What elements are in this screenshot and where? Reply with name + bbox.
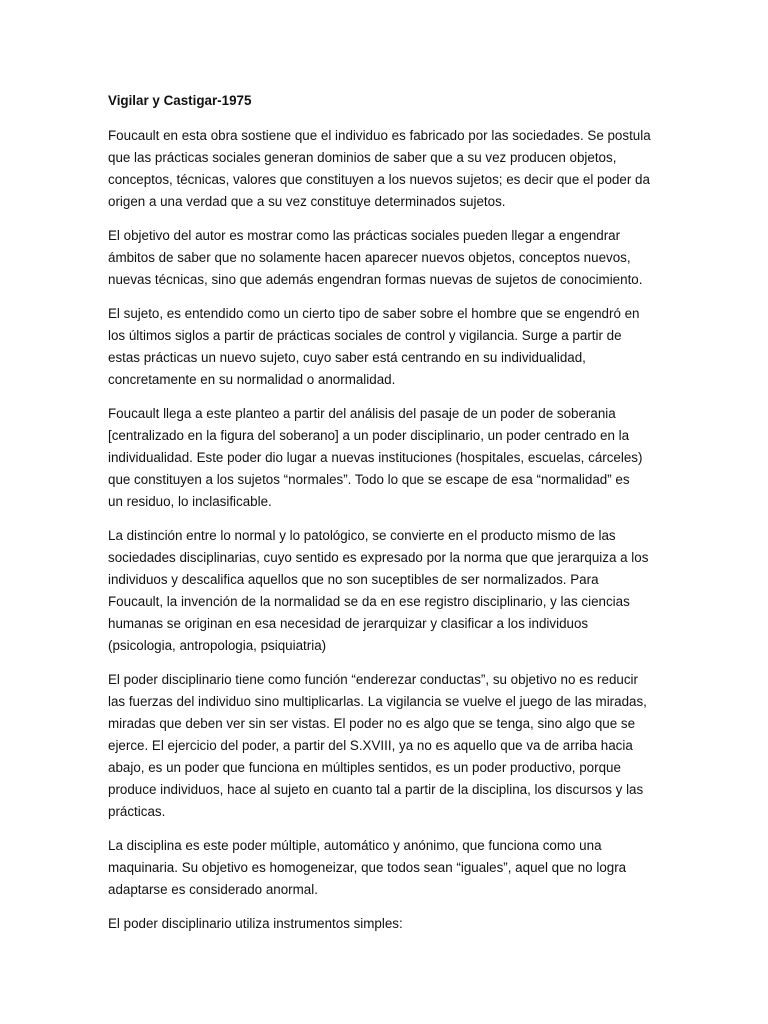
text-line: prácticas.: [108, 804, 166, 819]
text-line: un residuo, lo inclasificable.: [108, 494, 272, 509]
text-line: conceptos, técnicas, valores que constituyen a los nuevos sujetos; es decir que el poder da: [108, 172, 650, 187]
text-line: que constituyen a los sujetos “normales”. Todo lo que se escape de esa “normalidad” es: [108, 472, 630, 487]
paragraph-2: [108, 225, 668, 291]
text-line: adaptarse es considerado anormal.: [108, 882, 318, 897]
text-line: estas prácticas un nuevo sujeto, cuyo saber está centrando en su individualidad,: [108, 350, 586, 365]
text-line: miradas que deben ver sin ser vistas. El poder no es algo que se tenga, sino algo que se: [108, 716, 636, 731]
text-line: Foucault llega a este planteo a partir del análisis del pasaje de un poder de soberania: [108, 406, 616, 421]
paragraph-7: [108, 835, 668, 901]
text-line: que las prácticas sociales generan dominios de saber que a su vez producen objetos,: [108, 150, 617, 165]
text-line: ejerce. El ejercicio del poder, a partir del S.XVIII, ya no es aquello que va de arriba hacia: [108, 738, 633, 753]
text-line: origen a una verdad que a su vez constituye determinados sujetos.: [108, 194, 506, 209]
paragraph-8: [108, 913, 668, 935]
text-line: [centralizado en la figura del soberano] a un poder disciplinario, un poder centrado en la: [108, 428, 630, 443]
text-line: El poder disciplinario tiene como función “enderezar conductas”, su objetivo no es reducir: [108, 672, 638, 687]
paragraph-6: [108, 669, 668, 823]
text-line: produce individuos, hace al sujeto en cuanto tal a partir de la disciplina, los discursos y las: [108, 782, 644, 797]
text-line: ámbitos de saber que no solamente hacen aparecer nuevos objetos, conceptos nuevos,: [108, 250, 631, 265]
text-line: La distinción entre lo normal y lo patológico, se convierte en el producto mismo de las: [108, 528, 616, 543]
text-line: concretamente en su normalidad o anormalidad.: [108, 372, 396, 387]
document-title: Vigilar y Castigar-1975: [108, 93, 252, 108]
text-line: las fuerzas del individuo sino multiplicarlas. La vigilancia se vuelve el juego de las miradas,: [108, 694, 647, 709]
text-line: Foucault, la invención de la normalidad se da en ese registro disciplinario, y las ciencias: [108, 594, 630, 609]
text-line: Foucault en esta obra sostiene que el individuo es fabricado por las sociedades. Se postula: [108, 128, 651, 143]
text-line: El poder disciplinario utiliza instrumentos simples:: [108, 916, 403, 931]
text-line: individualidad. Este poder dio lugar a nuevas instituciones (hospitales, escuelas, cárceles): [108, 450, 643, 465]
text-line: La disciplina es este poder múltiple, automático y anónimo, que funciona como una: [108, 838, 602, 853]
text-line: (psicologia, antropologia, psiquiatria): [108, 638, 327, 653]
paragraph-1: [108, 125, 668, 213]
text-line: El sujeto, es entendido como un cierto tipo de saber sobre el hombre que se engendró en: [108, 306, 640, 321]
paragraph-3: [108, 303, 668, 391]
text-line: los últimos siglos a partir de prácticas sociales de control y vigilancia. Surge a partir de: [108, 328, 622, 343]
text-line: humanas se originan en esa necesidad de jerarquizar y clasificar a los individuos: [108, 616, 589, 631]
paragraph-4: [108, 403, 668, 513]
text-line: sociedades disciplinarias, cuyo sentido es expresado por la norma que que jerarquiza a los: [108, 550, 649, 565]
text-line: individuos y descalifica aquellos que no son suceptibles de ser normalizados. Para: [108, 572, 599, 587]
text-line: maquinaria. Su objetivo es homogeneizar, que todos sean “iguales”, aquel que no logra: [108, 860, 627, 875]
paragraph-5: [108, 525, 668, 657]
text-line: nuevas técnicas, sino que además engendran formas nuevas de sujetos de conocimiento.: [108, 272, 643, 287]
document-page: [108, 90, 668, 947]
text-line: abajo, es un poder que funciona en múltiples sentidos, es un poder productivo, porque: [108, 760, 621, 775]
text-line: El objetivo del autor es mostrar como las prácticas sociales pueden llegar a engendrar: [108, 228, 621, 243]
